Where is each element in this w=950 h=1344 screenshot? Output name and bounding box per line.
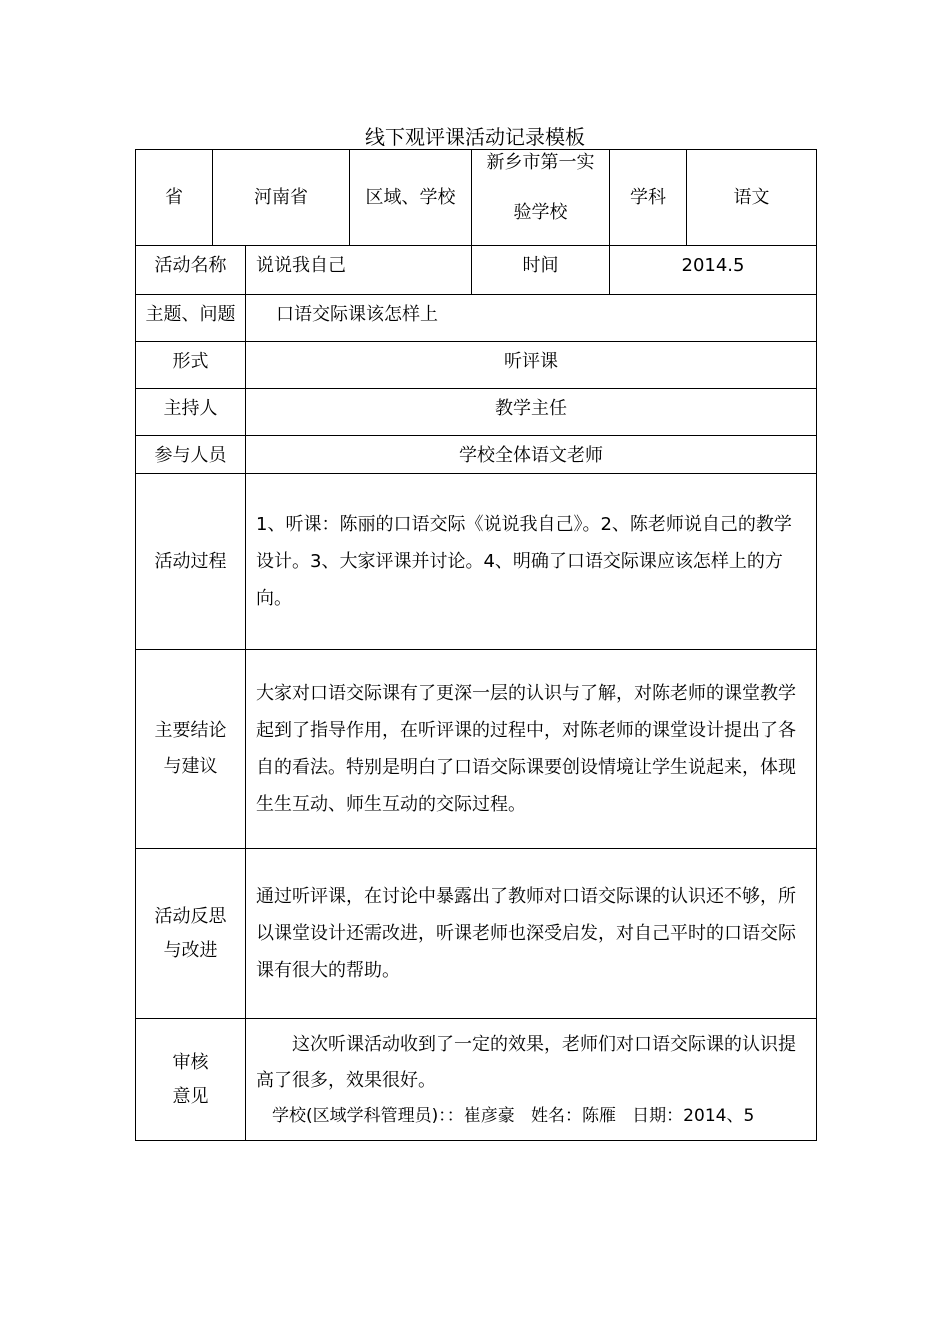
review-content <box>246 1019 817 1141</box>
participants-value: 学校全体语文老师 <box>246 436 817 474</box>
review-label-line1: 审核 <box>172 1051 209 1073</box>
region-value-line2: 验学校 <box>513 202 568 223</box>
review-signature: 学校(区域学科管理员)：：崔彦豪 姓名：陈雁 日期：2014、5 <box>272 1105 755 1126</box>
topic-value: 口语交际课该怎样上 <box>246 295 817 342</box>
conclusion-label-line1: 主要结论 <box>154 720 227 741</box>
conclusion-label <box>136 650 246 849</box>
review-text: 这次听课活动收到了一定的效果，老师们对口语交际课的认识提高了很多，效果很好。 <box>256 1033 796 1091</box>
row-format <box>136 342 817 389</box>
reflection-text: 通过听评课，在讨论中暴露出了教师对口语交际课的认识还不够，所以课堂设计还需改进，听课老师也深受启发，对自己平时的口语交际课有很大的帮助。 <box>246 849 817 1019</box>
conclusion-text: 大家对口语交际课有了更深一层的认识与了解，对陈老师的课堂教学起到了指导作用，在听评课的过程中，对陈老师的课堂设计提出了各自的看法。特别是明白了口语交际课要创设情境让学生说起来，体现生生互动、师生互动的交际过程。 <box>246 650 817 849</box>
host-value: 教学主任 <box>246 389 817 436</box>
page-title: 线下观评课活动记录模板 <box>365 125 585 149</box>
row-process <box>136 474 817 650</box>
row-topic <box>136 295 817 342</box>
subject-value: 语文 <box>687 150 817 246</box>
review-label-line2: 意见 <box>172 1085 209 1107</box>
activity-label: 活动名称 <box>136 246 246 295</box>
time-label: 时间 <box>472 246 610 295</box>
activity-value: 说说我自己 <box>246 246 472 295</box>
host-label: 主持人 <box>136 389 246 436</box>
row-participants <box>136 436 817 474</box>
record-table <box>135 149 817 1141</box>
region-value-line1: 新乡市第一实 <box>486 152 595 173</box>
region-value <box>472 150 610 246</box>
row-review <box>136 1019 817 1141</box>
time-value: 2014.5 <box>610 246 817 295</box>
region-label: 区域、学校 <box>350 150 472 246</box>
reflection-label <box>136 849 246 1019</box>
process-label: 活动过程 <box>136 474 246 650</box>
review-label <box>136 1019 246 1141</box>
topic-label: 主题、问题 <box>136 295 246 342</box>
row-conclusion <box>136 650 817 849</box>
conclusion-label-line2: 与建议 <box>163 756 218 777</box>
row-host <box>136 389 817 436</box>
reflection-label-line1: 活动反思 <box>154 905 227 927</box>
format-value: 听评课 <box>246 342 817 389</box>
process-text: 1、听课：陈丽的口语交际《说说我自己》。2、陈老师说自己的教学设计。3、大家评课并讨论。4、明确了口语交际课应该怎样上的方向。 <box>246 474 817 650</box>
province-label: 省 <box>136 150 213 246</box>
reflection-label-line2: 与改进 <box>163 939 218 961</box>
format-label: 形式 <box>136 342 246 389</box>
row-reflection <box>136 849 817 1019</box>
participants-label: 参与人员 <box>136 436 246 474</box>
row-activity-name <box>136 246 817 295</box>
subject-label: 学科 <box>610 150 687 246</box>
province-value: 河南省 <box>213 150 350 246</box>
row-basic-info <box>136 150 817 246</box>
